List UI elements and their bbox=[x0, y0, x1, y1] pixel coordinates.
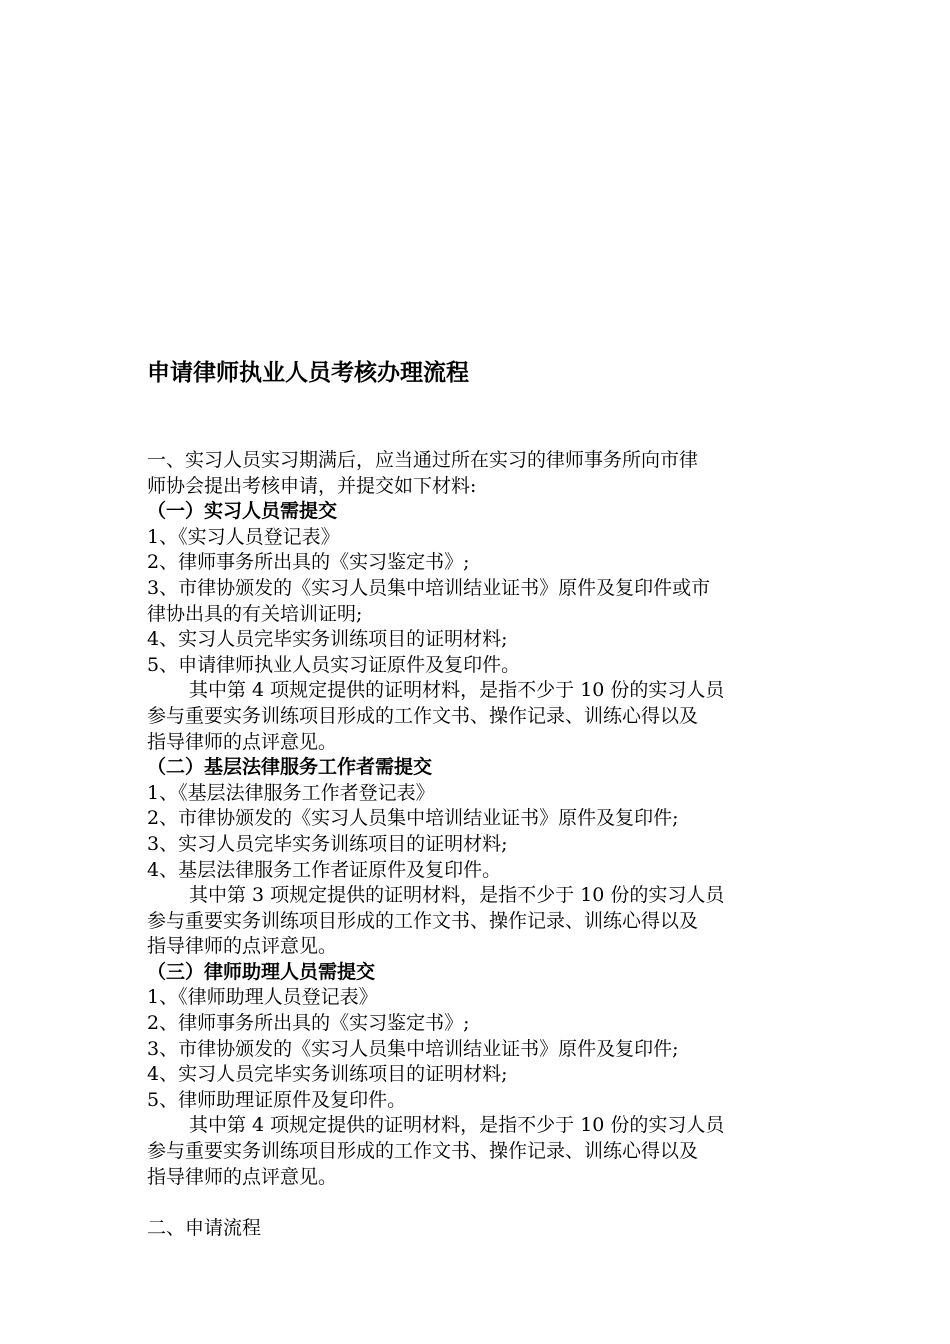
list-item: 5、申请律师执业人员实习证原件及复印件。 bbox=[147, 653, 521, 676]
document-title: 申请律师执业人员考核办理流程 bbox=[147, 360, 469, 386]
list-item: 律协出具的有关培训证明; bbox=[147, 602, 363, 625]
list-item: 3、市律协颁发的《实习人员集中培训结业证书》原件及复印件; bbox=[147, 1037, 679, 1060]
list-item: 1、《律师助理人员登记表》 bbox=[147, 986, 378, 1009]
section-heading-intern: （一）实习人员需提交 bbox=[147, 500, 338, 523]
part-two-heading: 二、申请流程 bbox=[147, 1216, 262, 1239]
note-line: 指导律师的点评意见。 bbox=[147, 1165, 338, 1188]
list-item: 3、实习人员完毕实务训练项目的证明材料; bbox=[147, 832, 508, 855]
list-item: 2、律师事务所出具的《实习鉴定书》; bbox=[147, 551, 470, 574]
list-item: 1、《基层法律服务工作者登记表》 bbox=[147, 781, 435, 804]
list-item: 4、实习人员完毕实务训练项目的证明材料; bbox=[147, 1063, 508, 1086]
list-item: 4、基层法律服务工作者证原件及复印件。 bbox=[147, 858, 502, 881]
note-line: 指导律师的点评意见。 bbox=[147, 730, 338, 753]
note-line: 其中第 4 项规定提供的证明材料，是指不少于 10 份的实习人员 bbox=[189, 1114, 725, 1137]
list-item: 5、律师助理证原件及复印件。 bbox=[147, 1088, 407, 1111]
list-item: 4、实习人员完毕实务训练项目的证明材料; bbox=[147, 628, 508, 651]
list-item: 3、市律协颁发的《实习人员集中培训结业证书》原件及复印件或市 bbox=[147, 576, 711, 599]
note-line: 其中第 3 项规定提供的证明材料，是指不少于 10 份的实习人员 bbox=[189, 884, 725, 907]
list-item: 1、《实习人员登记表》 bbox=[147, 525, 340, 548]
note-line: 参与重要实务训练项目形成的工作文书、操作记录、训练心得以及 bbox=[147, 704, 699, 727]
section-heading-assistant: （三）律师助理人员需提交 bbox=[147, 960, 376, 983]
note-line: 参与重要实务训练项目形成的工作文书、操作记录、训练心得以及 bbox=[147, 909, 699, 932]
note-line: 其中第 4 项规定提供的证明材料，是指不少于 10 份的实习人员 bbox=[189, 679, 725, 702]
blank-line bbox=[147, 1190, 807, 1216]
intro-line: 师协会提出考核申请，并提交如下材料: bbox=[147, 474, 477, 497]
intro-line: 一、实习人员实习期满后，应当通过所在实习的律师事务所向市律 bbox=[147, 449, 699, 471]
note-line: 参与重要实务训练项目形成的工作文书、操作记录、训练心得以及 bbox=[147, 1140, 699, 1163]
list-item: 2、律师事务所出具的《实习鉴定书》; bbox=[147, 1012, 470, 1035]
note-line: 指导律师的点评意见。 bbox=[147, 935, 338, 958]
list-item: 2、市律协颁发的《实习人员集中培训结业证书》原件及复印件; bbox=[147, 807, 679, 830]
section-heading-grassroots: （二）基层法律服务工作者需提交 bbox=[147, 756, 433, 779]
document-body bbox=[147, 448, 807, 1241]
